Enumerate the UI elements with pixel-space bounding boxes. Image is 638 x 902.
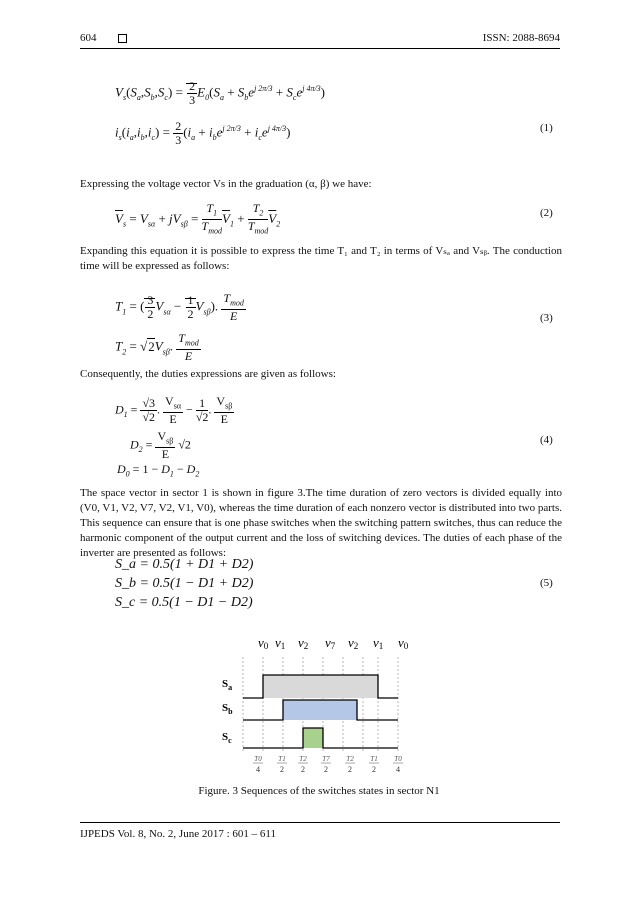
equation-4c: $D_0 = 1 - D_1 - D_2$ xyxy=(117,462,200,479)
equation-number-3: (3) xyxy=(540,312,553,324)
time-label-6 xyxy=(393,755,403,774)
journal-footer: IJPEDS Vol. 8, No. 2, June 2017 : 601 – 611 xyxy=(80,828,276,840)
time-label-3 xyxy=(321,755,331,774)
equation-5b: S_b = 0.5(1 − D1 + D2) xyxy=(115,576,254,591)
figure-caption: Figure. 3 Sequences of the switches states in sector N1 xyxy=(198,785,440,797)
svg-text:T2: T2 xyxy=(346,755,354,763)
issn: ISSN: 2088-8694 xyxy=(482,32,560,44)
svg-text:2: 2 xyxy=(372,765,376,774)
equation-4a: $D_1$ = $\frac{√3}{√2}$ . $V_{s\alpha}$ E − $\frac{1}{√2}$ . $V_{s\beta}$ E xyxy=(115,394,233,427)
paragraph-3: Consequently, the duties expressions are given as follows: xyxy=(80,368,336,380)
vector-label-4: v2 xyxy=(348,635,359,651)
svg-text:T7: T7 xyxy=(322,755,330,763)
time-label-5 xyxy=(369,755,379,774)
equation-5c: S_c = 0.5(1 − D1 − D2) xyxy=(115,595,253,610)
equation-3b: $T_2 = √2V_{s\beta}$. $T_{mod}$ E xyxy=(115,331,199,364)
svg-text:T1: T1 xyxy=(278,755,286,763)
equation-1b: $i_s(i_a,i_b,i_c)$ = $\frac{2}{3}$ $(i_a + i_be^{j 2\pi/3} + i_ce^{j 4\pi/3})$ xyxy=(115,119,291,147)
vector-label-1: v1 xyxy=(275,635,286,651)
page-number: 604 xyxy=(80,32,97,44)
footer-rule xyxy=(80,822,560,823)
signal-label-sb: $S_b$ xyxy=(222,702,233,716)
vector-label-3: v7 xyxy=(325,635,336,651)
svg-text:T2: T2 xyxy=(299,755,307,763)
time-label-0 xyxy=(253,755,263,774)
vector-label-2: v2 xyxy=(298,635,309,651)
equation-5a: S_a = 0.5(1 + D1 + D2) xyxy=(115,557,254,572)
equation-3a: $T_1$ = ( $\frac{3}{2}$ $V_{s\alpha}$ − $\frac{1}{2}$ $V_{s\beta}$). $T_{mod}$ E xyxy=(115,291,244,324)
switch-sequence-figure xyxy=(0,625,638,775)
svg-text:T0: T0 xyxy=(254,755,262,763)
vector-label-6: v0 xyxy=(398,635,409,651)
sc-pulse xyxy=(303,728,323,748)
time-label-2 xyxy=(298,755,308,774)
paragraph-2: Expanding this equation it is possible to express the time T₁ and T₂ in terms of Vₛₐ and Vₛᵦ. The conduction time will be expressed as follows: xyxy=(80,245,562,272)
vector-label-0: v0 xyxy=(258,635,269,651)
time-label-4 xyxy=(345,755,355,774)
sb-pulse xyxy=(283,700,357,720)
equation-number-1: (1) xyxy=(540,122,553,134)
svg-text:4: 4 xyxy=(396,765,400,774)
equation-number-5: (5) xyxy=(540,577,553,589)
svg-text:2: 2 xyxy=(301,765,305,774)
header-rule xyxy=(80,48,560,49)
equation-number-4: (4) xyxy=(540,434,553,446)
paragraph-4: The space vector in sector 1 is shown in figure 3.The time duration of zero vectors is divided equally into (V0, V1, V2, V7, V2, V1, V0), whereas the time duration of each nonzero vector is distributed into two parts. This sequence can ensure that is one phase switches when the switching pattern switches, thus can reduce the harmonic component of the output current and the loss of switching devices. The duties of each phase of the inverter are presented as follows: xyxy=(80,487,562,559)
svg-text:2: 2 xyxy=(280,765,284,774)
signal-label-sa: $S_a$ xyxy=(222,678,233,692)
svg-text:2: 2 xyxy=(348,765,352,774)
signal-labels xyxy=(222,678,233,745)
svg-text:T1: T1 xyxy=(370,755,378,763)
paragraph-1: Expressing the voltage vector Vs in the graduation (α, β) we have: xyxy=(80,178,372,190)
equation-1a: $V_s(S_a,S_b,S_c)$ = $\frac{2}{3}$ $E_0(S_a + S_be^{j 2\pi/3} + S_ce^{j 4\pi/3})$ xyxy=(115,79,326,107)
sa-pulse xyxy=(263,675,378,698)
checkbox-icon xyxy=(110,32,127,44)
svg-text:T0: T0 xyxy=(394,755,402,763)
time-label-1 xyxy=(277,755,287,774)
svg-text:2: 2 xyxy=(324,765,328,774)
signal-label-sc: $S_c$ xyxy=(222,731,232,745)
vector-label-5: v1 xyxy=(373,635,384,651)
svg-text:4: 4 xyxy=(256,765,260,774)
equation-2: $\overline{V}_s = V_{s\alpha} + jV_{s\beta}$ = $T_1$ $T_{mod}$ $\overline{V}_1$ + $T_2$ $T_{mod}$ $\overline{V}_2$ xyxy=(115,201,281,236)
equation-number-2: (2) xyxy=(540,207,553,219)
equation-4b: $D_2$ = $V_{s\beta}$ E √2 xyxy=(130,429,191,462)
